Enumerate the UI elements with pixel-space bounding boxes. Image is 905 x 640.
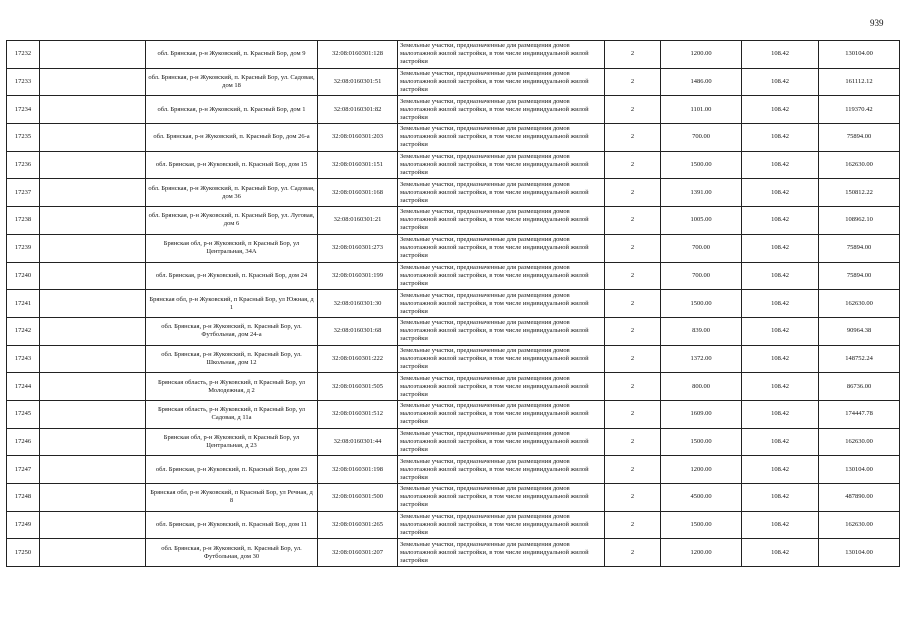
blank-cell [40,400,146,428]
table-row [7,511,900,539]
row-number: 17250 [7,539,40,567]
land-use-cell: Земельные участки, предназначенные для размещения домов малоэтажной жилой застройки, в том числе индивидуальной жилой застройки [398,41,605,69]
blank-cell [40,290,146,318]
area-cell: 1500.00 [661,428,742,456]
row-number: 17232 [7,41,40,69]
area-cell: 700.00 [661,234,742,262]
cadastral-number-cell: 32:08:0160301:512 [318,400,398,428]
cadastral-value-cell: 90964.38 [819,317,900,345]
blank-cell [40,484,146,512]
row-number: 17241 [7,290,40,318]
land-use-cell: Земельные участки, предназначенные для размещения домов малоэтажной жилой застройки, в том числе индивидуальной жилой застройки [398,124,605,152]
category-cell: 2 [605,207,661,235]
land-use-cell: Земельные участки, предназначенные для размещения домов малоэтажной жилой застройки, в том числе индивидуальной жилой застройки [398,290,605,318]
address-cell: Брянская обл, р-н Жуковский, п Красный Бор, ул Центральная, 34А [146,234,318,262]
table-row [7,234,900,262]
row-number: 17249 [7,511,40,539]
cadastral-value-cell: 86736.00 [819,373,900,401]
area-cell: 1005.00 [661,207,742,235]
blank-cell [40,317,146,345]
table-body [7,41,900,567]
table-row [7,400,900,428]
table-row [7,456,900,484]
area-cell: 1500.00 [661,151,742,179]
land-use-cell: Земельные участки, предназначенные для размещения домов малоэтажной жилой застройки, в том числе индивидуальной жилой застройки [398,539,605,567]
address-cell: обл. Брянская, р-н Жуковский, п. Красный Бор, ул. Футбольная, дом 24-а [146,317,318,345]
area-cell: 1391.00 [661,179,742,207]
rate-cell: 108.42 [742,373,819,401]
rate-cell: 108.42 [742,345,819,373]
blank-cell [40,345,146,373]
row-number: 17245 [7,400,40,428]
address-cell: обл. Брянская, р-н Жуковский, п. Красный Бор, ул. Школьная, дом 12 [146,345,318,373]
cadastral-number-cell: 32:08:0160301:203 [318,124,398,152]
rate-cell: 108.42 [742,484,819,512]
land-use-cell: Земельные участки, предназначенные для размещения домов малоэтажной жилой застройки, в том числе индивидуальной жилой застройки [398,179,605,207]
blank-cell [40,456,146,484]
blank-cell [40,151,146,179]
category-cell: 2 [605,96,661,124]
cadastral-value-cell: 161112.12 [819,68,900,96]
blank-cell [40,234,146,262]
land-use-cell: Земельные участки, предназначенные для размещения домов малоэтажной жилой застройки, в том числе индивидуальной жилой застройки [398,68,605,96]
rate-cell: 108.42 [742,400,819,428]
row-number: 17244 [7,373,40,401]
table-row [7,317,900,345]
area-cell: 1200.00 [661,41,742,69]
cadastral-value-cell: 162630.00 [819,428,900,456]
address-cell: обл. Брянская, р-н Жуковский, п. Красный Бор, дом 1 [146,96,318,124]
rate-cell: 108.42 [742,234,819,262]
blank-cell [40,428,146,456]
cadastral-number-cell: 32:08:0160301:222 [318,345,398,373]
blank-cell [40,207,146,235]
row-number: 17237 [7,179,40,207]
blank-cell [40,262,146,290]
area-cell: 1372.00 [661,345,742,373]
table-row [7,151,900,179]
table-row [7,124,900,152]
rate-cell: 108.42 [742,428,819,456]
address-cell: обл. Брянская, р-н Жуковский, п. Красный Бор, дом 15 [146,151,318,179]
category-cell: 2 [605,124,661,152]
area-cell: 839.00 [661,317,742,345]
row-number: 17242 [7,317,40,345]
cadastral-number-cell: 32:08:0160301:82 [318,96,398,124]
category-cell: 2 [605,290,661,318]
blank-cell [40,41,146,69]
cadastral-value-cell: 162630.00 [819,151,900,179]
table-row [7,262,900,290]
page-number: 939 [870,18,884,28]
table-row [7,539,900,567]
cadastral-number-cell: 32:08:0160301:168 [318,179,398,207]
area-cell: 1486.00 [661,68,742,96]
blank-cell [40,373,146,401]
cadastral-value-cell: 119370.42 [819,96,900,124]
land-use-cell: Земельные участки, предназначенные для размещения домов малоэтажной жилой застройки, в том числе индивидуальной жилой застройки [398,400,605,428]
land-use-cell: Земельные участки, предназначенные для размещения домов малоэтажной жилой застройки, в том числе индивидуальной жилой застройки [398,428,605,456]
area-cell: 4500.00 [661,484,742,512]
blank-cell [40,96,146,124]
cadastral-number-cell: 32:08:0160301:68 [318,317,398,345]
row-number: 17238 [7,207,40,235]
rate-cell: 108.42 [742,262,819,290]
category-cell: 2 [605,428,661,456]
land-use-cell: Земельные участки, предназначенные для размещения домов малоэтажной жилой застройки, в том числе индивидуальной жилой застройки [398,317,605,345]
land-use-cell: Земельные участки, предназначенные для размещения домов малоэтажной жилой застройки, в том числе индивидуальной жилой застройки [398,511,605,539]
category-cell: 2 [605,262,661,290]
address-cell: обл. Брянская, р-н Жуковский, п. Красный Бор, дом 24 [146,262,318,290]
area-cell: 1101.00 [661,96,742,124]
address-cell: обл. Брянская, р-н Жуковский, п. Красный Бор, дом 11 [146,511,318,539]
area-cell: 700.00 [661,124,742,152]
rate-cell: 108.42 [742,179,819,207]
cadastral-number-cell: 32:08:0160301:21 [318,207,398,235]
cadastral-number-cell: 32:08:0160301:128 [318,41,398,69]
rate-cell: 108.42 [742,317,819,345]
cadastral-value-cell: 148752.24 [819,345,900,373]
address-cell: обл. Брянская, р-н Жуковский, п. Красный Бор, ул. Садовая, дом 18 [146,68,318,96]
land-use-cell: Земельные участки, предназначенные для размещения домов малоэтажной жилой застройки, в том числе индивидуальной жилой застройки [398,207,605,235]
cadastral-value-cell: 130104.00 [819,456,900,484]
row-number: 17233 [7,68,40,96]
table-row [7,179,900,207]
cadastral-value-cell: 162630.00 [819,290,900,318]
category-cell: 2 [605,345,661,373]
cadastral-number-cell: 32:08:0160301:500 [318,484,398,512]
rate-cell: 108.42 [742,539,819,567]
category-cell: 2 [605,234,661,262]
cadastral-number-cell: 32:08:0160301:505 [318,373,398,401]
blank-cell [40,124,146,152]
row-number: 17246 [7,428,40,456]
land-use-cell: Земельные участки, предназначенные для размещения домов малоэтажной жилой застройки, в том числе индивидуальной жилой застройки [398,484,605,512]
cadastral-value-cell: 108962.10 [819,207,900,235]
category-cell: 2 [605,511,661,539]
rate-cell: 108.42 [742,124,819,152]
area-cell: 700.00 [661,262,742,290]
blank-cell [40,179,146,207]
row-number: 17234 [7,96,40,124]
address-cell: обл. Брянская, р-н Жуковский, п. Красный Бор, дом 26-а [146,124,318,152]
cadastral-value-cell: 75894.00 [819,124,900,152]
category-cell: 2 [605,539,661,567]
area-cell: 1200.00 [661,539,742,567]
area-cell: 1200.00 [661,456,742,484]
category-cell: 2 [605,373,661,401]
category-cell: 2 [605,151,661,179]
category-cell: 2 [605,400,661,428]
address-cell: Брянская область, р-н Жуковский, п Красный Бор, ул Молодежная, д 2 [146,373,318,401]
cadastral-value-cell: 75894.00 [819,234,900,262]
row-number: 17236 [7,151,40,179]
table-row [7,373,900,401]
address-cell: Брянская обл, р-н Жуковский, п Красный Бор, ул Речная, д 8 [146,484,318,512]
address-cell: обл. Брянская, р-н Жуковский, п. Красный Бор, ул. Луговая, дом 6 [146,207,318,235]
land-use-cell: Земельные участки, предназначенные для размещения домов малоэтажной жилой застройки, в том числе индивидуальной жилой застройки [398,345,605,373]
cadastral-number-cell: 32:08:0160301:273 [318,234,398,262]
cadastral-number-cell: 32:08:0160301:198 [318,456,398,484]
blank-cell [40,539,146,567]
cadastral-value-cell: 487890.00 [819,484,900,512]
address-cell: обл. Брянская, р-н Жуковский, п. Красный Бор, дом 9 [146,41,318,69]
table-row [7,345,900,373]
category-cell: 2 [605,41,661,69]
row-number: 17239 [7,234,40,262]
row-number: 17248 [7,484,40,512]
table-row [7,68,900,96]
table-row [7,96,900,124]
address-cell: обл. Брянская, р-н Жуковский, п. Красный Бор, ул. Футбольная, дом 30 [146,539,318,567]
row-number: 17243 [7,345,40,373]
blank-cell [40,68,146,96]
table-row [7,41,900,69]
land-use-cell: Земельные участки, предназначенные для размещения домов малоэтажной жилой застройки, в том числе индивидуальной жилой застройки [398,262,605,290]
area-cell: 1609.00 [661,400,742,428]
cadastral-value-cell: 174447.78 [819,400,900,428]
blank-cell [40,511,146,539]
table-row [7,428,900,456]
land-use-cell: Земельные участки, предназначенные для размещения домов малоэтажной жилой застройки, в том числе индивидуальной жилой застройки [398,151,605,179]
cadastral-value-cell: 130104.00 [819,539,900,567]
cadastral-number-cell: 32:08:0160301:199 [318,262,398,290]
table-row [7,207,900,235]
cadastral-number-cell: 32:08:0160301:30 [318,290,398,318]
cadastral-number-cell: 32:08:0160301:44 [318,428,398,456]
rate-cell: 108.42 [742,207,819,235]
rate-cell: 108.42 [742,511,819,539]
category-cell: 2 [605,484,661,512]
cadastral-value-cell: 150812.22 [819,179,900,207]
land-use-cell: Земельные участки, предназначенные для размещения домов малоэтажной жилой застройки, в том числе индивидуальной жилой застройки [398,234,605,262]
land-use-cell: Земельные участки, предназначенные для размещения домов малоэтажной жилой застройки, в том числе индивидуальной жилой застройки [398,96,605,124]
category-cell: 2 [605,68,661,96]
rate-cell: 108.42 [742,456,819,484]
rate-cell: 108.42 [742,96,819,124]
rate-cell: 108.42 [742,41,819,69]
area-cell: 1500.00 [661,290,742,318]
table-row [7,484,900,512]
address-cell: Брянская обл, р-н Жуковский, п Красный Бор, ул Южная, д 1 [146,290,318,318]
cadastral-number-cell: 32:08:0160301:265 [318,511,398,539]
category-cell: 2 [605,317,661,345]
address-cell: обл. Брянская, р-н Жуковский, п. Красный Бор, дом 23 [146,456,318,484]
cadastral-value-cell: 130104.00 [819,41,900,69]
row-number: 17247 [7,456,40,484]
rate-cell: 108.42 [742,151,819,179]
cadastral-number-cell: 32:08:0160301:151 [318,151,398,179]
row-number: 17235 [7,124,40,152]
land-use-cell: Земельные участки, предназначенные для размещения домов малоэтажной жилой застройки, в том числе индивидуальной жилой застройки [398,373,605,401]
rate-cell: 108.42 [742,68,819,96]
address-cell: обл. Брянская, р-н Жуковский, п. Красный Бор, ул. Садовая, дом 36 [146,179,318,207]
area-cell: 1500.00 [661,511,742,539]
row-number: 17240 [7,262,40,290]
category-cell: 2 [605,179,661,207]
land-registry-table [6,40,900,567]
cadastral-value-cell: 75894.00 [819,262,900,290]
table-row [7,290,900,318]
rate-cell: 108.42 [742,290,819,318]
cadastral-number-cell: 32:08:0160301:207 [318,539,398,567]
address-cell: Брянская обл, р-н Жуковский, п Красный Бор, ул Центральная, д 23 [146,428,318,456]
category-cell: 2 [605,456,661,484]
address-cell: Брянская область, р-н Жуковский, п Красный Бор, ул Садовая, д 11а [146,400,318,428]
cadastral-number-cell: 32:08:0160301:51 [318,68,398,96]
cadastral-value-cell: 162630.00 [819,511,900,539]
area-cell: 800.00 [661,373,742,401]
land-use-cell: Земельные участки, предназначенные для размещения домов малоэтажной жилой застройки, в том числе индивидуальной жилой застройки [398,456,605,484]
